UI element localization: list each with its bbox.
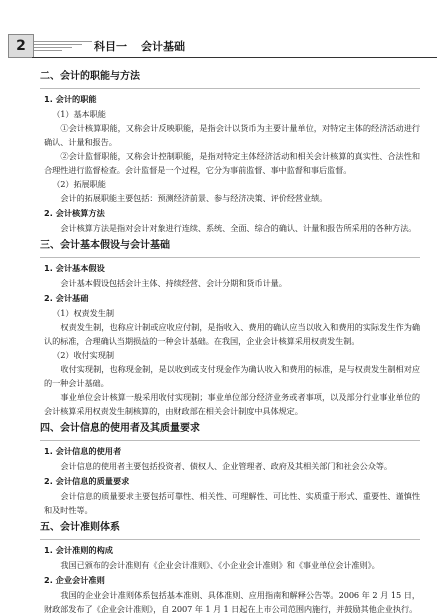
item-heading: （2）收付实现制 (52, 350, 114, 360)
header-rule (32, 57, 437, 58)
subsection-heading: 1. 会计基本假设 (44, 263, 105, 273)
item-heading: （1）基本职能 (52, 109, 106, 119)
header-decoration (34, 38, 92, 54)
item-heading: （1）权责发生制 (52, 308, 114, 318)
paragraph: 会计信息的使用者主要包括投资者、债权人、企业管理者、政府及其相关部门和社会公众等。 (60, 461, 392, 471)
chapter-label: 科目一 (94, 40, 127, 53)
subsection-heading: 1. 会计的职能 (44, 94, 97, 104)
subsection-heading: 2. 企业会计准则 (44, 575, 105, 585)
paragraph: 收付实现制，也称现金制，是以收到或支付现金作为确认收入和费用的标准，是与权责发生制相对应的一种会计基础。 (44, 364, 420, 388)
subsection-heading: 2. 会计信息的质量要求 (44, 476, 130, 486)
page-content (40, 66, 420, 616)
paragraph: 会计核算方法是指对会计对象进行连续、系统、全面、综合的确认、计量和报告所采用的各种方法。 (60, 223, 417, 233)
paragraph: 会计基本假设包括会计主体、持续经营、会计分期和货币计量。 (60, 278, 287, 288)
section-title: 三、会计基本假设与会计基础 (40, 235, 420, 258)
page-header (0, 0, 443, 58)
paragraph: 权责发生制，也称应计制或应收应付制，是指收入、费用的确认应当以收入和费用的实际发生作为确认的标准，合理确认当期损益的一种会计基础。在我国，企业会计核算采用权责发生制。 (44, 322, 420, 346)
item-heading: （2）拓展职能 (52, 179, 106, 189)
paragraph: 会计的拓展职能主要包括：预测经济前景、参与经济决策、评价经营业绩。 (60, 193, 328, 203)
subsection-heading: 2. 会计基础 (44, 293, 89, 303)
section-title: 四、会计信息的使用者及其质量要求 (40, 418, 420, 441)
chapter-heading (94, 38, 185, 54)
page-number: 2 (8, 34, 34, 58)
subsection-heading: 1. 会计准则的构成 (44, 545, 113, 555)
paragraph: 事业单位会计核算一般采用收付实现制；事业单位部分经济业务或者事项，以及部分行业事业单位的会计核算采用权责发生制核算的，由财政部在相关会计制度中具体规定。 (44, 392, 420, 416)
paragraph: ①会计核算职能，又称会计反映职能，是指会计以货币为主要计量单位，对特定主体的经济活动进行确认、计量和报告。 (44, 123, 420, 147)
section-title: 二、会计的职能与方法 (40, 66, 420, 89)
subsection-heading: 2. 会计核算方法 (44, 208, 105, 218)
paragraph: 我国已颁布的会计准则有《企业会计准则》、《小企业会计准则》和《事业单位会计准则》。 (60, 560, 380, 570)
chapter-title: 会计基础 (141, 40, 185, 53)
paragraph: 我国的企业会计准则体系包括基本准则、具体准则、应用指南和解释公告等。2006 年 2 月 15 日，财政部发布了《企业会计准则》，自 2007 年 1 月 1 日起在上市公司范围内施行，并鼓励其他企业执行。 (44, 590, 420, 614)
subsection-heading: 1. 会计信息的使用者 (44, 446, 122, 456)
paragraph: 会计信息的质量要求主要包括可靠性、相关性、可理解性、可比性、实质重于形式、重要性、谨慎性和及时性等。 (44, 491, 420, 515)
paragraph: ②会计监督职能，又称会计控制职能，是指对特定主体经济活动和相关会计核算的真实性、合法性和合理性进行监督检查。会计监督是一个过程，它分为事前监督、事中监督和事后监督。 (44, 151, 420, 175)
section-title: 五、会计准则体系 (40, 517, 420, 540)
